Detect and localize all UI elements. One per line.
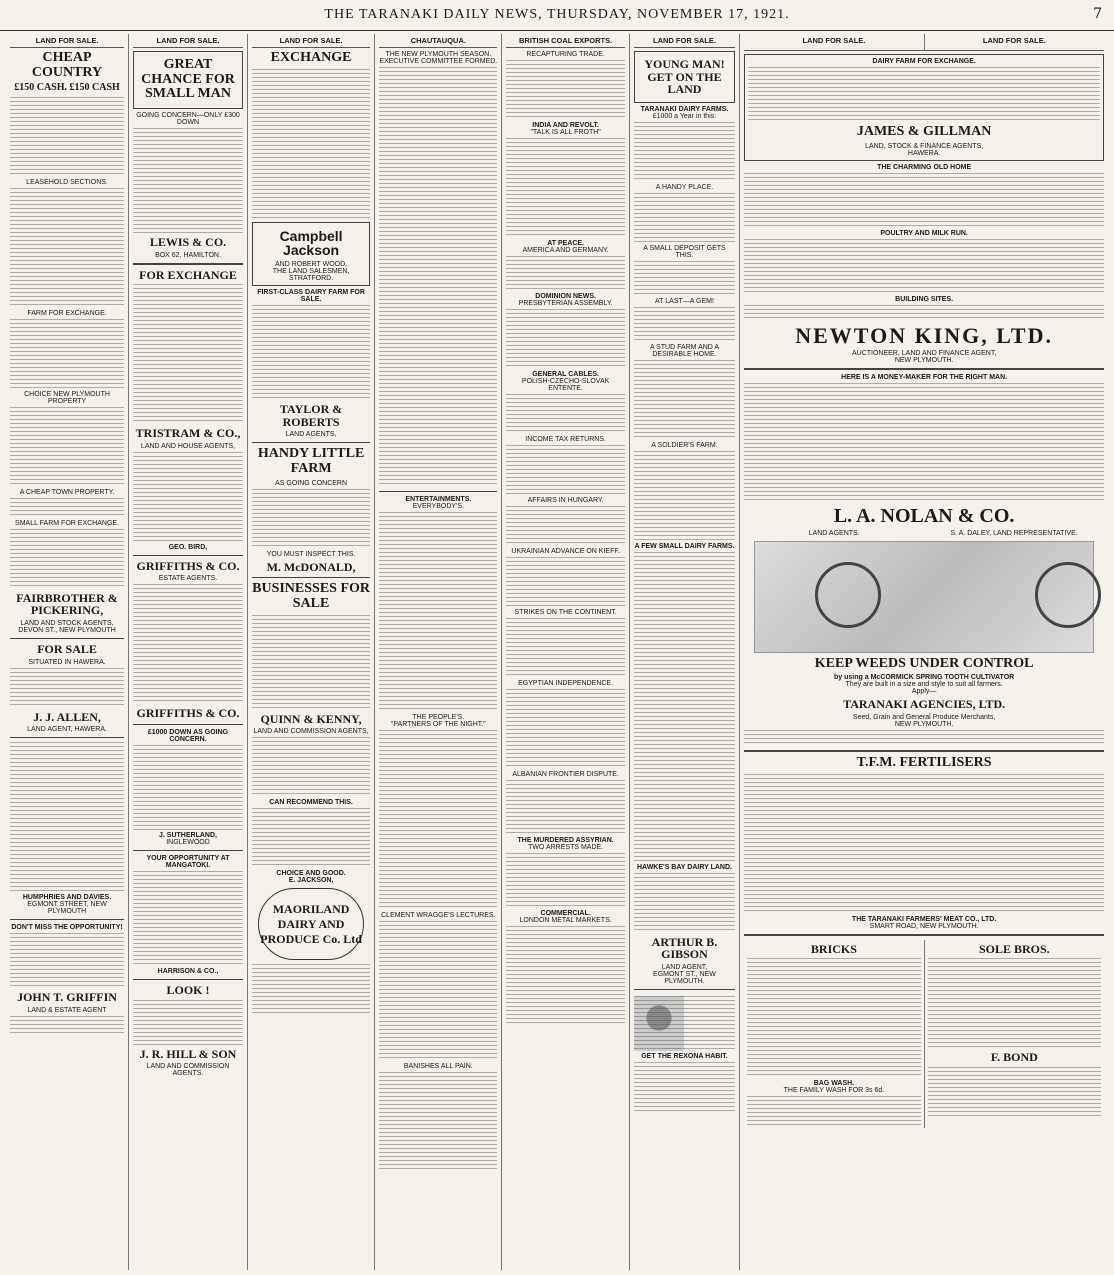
firm-detail: HAWERA. bbox=[907, 149, 941, 157]
section-heading: LAND FOR SALE. bbox=[802, 36, 866, 45]
firm-detail: EGMONT ST., NEW PLYMOUTH. bbox=[653, 970, 716, 985]
column-6 bbox=[630, 34, 740, 1270]
ad-heading: DAIRY FARM FOR EXCHANGE. bbox=[872, 58, 976, 65]
article-heading: ENTERTAINMENTS. bbox=[405, 496, 472, 503]
ad-heading: CHOICE AND GOOD. bbox=[276, 870, 346, 878]
article-subhead: THE NEW PLYMOUTH SEASON. bbox=[385, 51, 492, 58]
ad-subheading: A SMALL DEPOSIT GETS THIS. bbox=[643, 244, 726, 259]
firm-name: FAIRBROTHER & PICKERING, bbox=[16, 590, 118, 618]
columns bbox=[6, 34, 1108, 1270]
column-right bbox=[740, 34, 1108, 1270]
firm-detail: STRATFORD. bbox=[288, 275, 334, 283]
ad-subheading: A FEW SMALL DAIRY FARMS. bbox=[634, 542, 735, 550]
section-heading: LAND FOR SALE. bbox=[634, 34, 735, 48]
firm-detail: NEW PLYMOUTH. bbox=[894, 356, 954, 364]
article-subhead: STRIKES ON THE CONTINENT. bbox=[514, 609, 617, 616]
maoriland-dairy-logo bbox=[258, 888, 364, 960]
article-subhead: UKRAINIAN ADVANCE ON KIEFF. bbox=[511, 548, 620, 555]
article-heading: THE MURDERED ASSYRIAN. bbox=[517, 837, 614, 844]
ad-heading: GREAT CHANCE FOR SMALL MAN bbox=[141, 57, 235, 102]
firm-detail: SMART ROAD, NEW PLYMOUTH. bbox=[869, 922, 979, 930]
firm-detail: NEW PLYMOUTH. bbox=[894, 721, 954, 729]
ad-heading: THE CHARMING OLD HOME bbox=[877, 163, 972, 171]
ad-heading: BAG WASH. bbox=[813, 1080, 855, 1088]
article-subhead: LONDON METAL MARKETS. bbox=[519, 917, 612, 924]
firm-detail: LAND AND COMMISSION AGENTS. bbox=[146, 1063, 230, 1078]
article-subhead: PRESBYTERIAN ASSEMBLY. bbox=[518, 300, 613, 307]
article-subhead: "PARTNERS OF THE NIGHT." bbox=[390, 721, 486, 728]
ad-subheading: A SOLDIER'S FARM. bbox=[651, 441, 718, 449]
firm-detail: LAND AND STOCK AGENTS, bbox=[20, 620, 114, 628]
section-heading: LAND FOR SALE. bbox=[133, 34, 243, 48]
ad-heading: BRICKS bbox=[810, 941, 857, 956]
article-subhead: TWO ARRESTS MADE. bbox=[528, 844, 604, 851]
ad-heading: T.F.M. FERTILISERS bbox=[856, 755, 992, 771]
sub-heading: SMALL FARM FOR EXCHANGE. bbox=[15, 519, 120, 527]
firm-name: LEWIS & CO. bbox=[149, 235, 227, 250]
ad-box bbox=[252, 222, 370, 286]
firm-detail: LAND & ESTATE AGENT bbox=[27, 1006, 107, 1014]
ad-heading: CHEAP COUNTRY bbox=[31, 50, 103, 80]
firm-name: TRISTRAM & CO., bbox=[135, 426, 241, 441]
column-3 bbox=[248, 34, 375, 1270]
ad-subheading: HAWKE'S BAY DAIRY LAND. bbox=[636, 863, 732, 871]
ad-heading: YOUNG MAN! GET ON THE LAND bbox=[644, 57, 725, 97]
column-1 bbox=[6, 34, 129, 1270]
article-subhead: AFFAIRS IN HUNGARY. bbox=[527, 497, 604, 504]
firm-name: J. R. HILL & SON bbox=[139, 1046, 237, 1061]
firm-name: M. McDONALD, bbox=[266, 559, 356, 574]
firm-detail: LAND AGENTS. bbox=[808, 529, 860, 537]
firm-detail: BOX 62, HAMILTON. bbox=[155, 251, 221, 259]
ad-box bbox=[133, 51, 243, 109]
ad-heading: KEEP WEEDS UNDER CONTROL bbox=[814, 655, 1034, 671]
ad-subheading: They are built in a size and style to suit all farmers. bbox=[845, 681, 1003, 689]
column-4 bbox=[375, 34, 502, 1270]
article-subhead: ALBANIAN FRONTIER DISPUTE. bbox=[512, 771, 619, 778]
article-subhead: THE PEOPLE'S. bbox=[412, 714, 465, 721]
firm-name: HUMPHRIES AND DAVIES. bbox=[22, 894, 112, 902]
ad-subheading: Apply— bbox=[911, 688, 937, 696]
section-heading: LAND FOR SALE. bbox=[10, 34, 124, 48]
ad-heading: EXCHANGE bbox=[270, 50, 352, 65]
firm-detail: INGLEWOOD bbox=[166, 839, 210, 847]
ad-heading: HERE IS A MONEY-MAKER FOR THE RIGHT MAN. bbox=[841, 373, 1008, 381]
ad-subheading: AT LAST—A GEM! bbox=[655, 297, 714, 305]
firm-detail: LAND AND HOUSE AGENTS, bbox=[140, 442, 236, 450]
article-subhead: "TALK IS ALL FROTH" bbox=[530, 129, 601, 136]
firm-name: GRIFFITHS & CO. bbox=[136, 558, 240, 573]
firm-name: F. BOND bbox=[990, 1050, 1038, 1065]
firm-name: L. A. NOLAN & CO. bbox=[833, 504, 1015, 527]
firm-detail: THE LAND SALESMEN, bbox=[272, 268, 350, 276]
sub-heading: CHOICE NEW PLYMOUTH PROPERTY bbox=[24, 390, 110, 405]
article-heading: GENERAL CABLES. bbox=[532, 371, 599, 378]
firm-name: JAMES & GILLMAN bbox=[856, 124, 992, 139]
article-heading: COMMERCIAL. bbox=[540, 910, 591, 917]
column-2 bbox=[129, 34, 248, 1270]
firm-name: TAYLOR & ROBERTS bbox=[279, 402, 343, 429]
masthead-title: THE TARANAKI DAILY NEWS, THURSDAY, NOVEMBER 17, 1921. bbox=[324, 7, 790, 22]
firm-detail: AND ROBERT WOOD, bbox=[275, 261, 348, 269]
firm-name: HARRISON & CO., bbox=[157, 968, 219, 976]
firm-name: JOHN T. GRIFFIN bbox=[17, 990, 117, 1005]
firm-detail: Seed, Grain and General Produce Merchants, bbox=[852, 714, 996, 722]
ad-subheading: A STUD FARM AND A DESIRABLE HOME. bbox=[649, 343, 720, 358]
ad-heading: LOOK ! bbox=[166, 983, 210, 998]
section-heading: LAND FOR SALE. bbox=[252, 34, 370, 48]
sub-heading: FARM FOR EXCHANGE. bbox=[27, 309, 107, 317]
firm-detail: LAND AGENT, HAWERA. bbox=[27, 726, 107, 734]
firm-name: J. J. ALLEN, bbox=[33, 709, 101, 724]
ad-heading: FOR EXCHANGE bbox=[139, 267, 237, 282]
firm-name: QUINN & KENNY, bbox=[260, 711, 362, 726]
ad-subheading: AS GOING CONCERN bbox=[275, 479, 348, 487]
ad-heading: DON'T MISS THE OPPORTUNITY! bbox=[11, 924, 123, 932]
ad-heading: SOLE BROS. bbox=[978, 941, 1050, 956]
sub-heading: LEASEHOLD SECTIONS. bbox=[26, 178, 108, 186]
firm-detail: EGMONT STREET, NEW PLYMOUTH bbox=[27, 901, 107, 916]
article-subhead: CLEMENT WRAGGE'S LECTURES. bbox=[381, 912, 496, 919]
ad-heading: BUSINESSES FOR SALE bbox=[252, 581, 371, 611]
article-subhead: RECAPTURING TRADE. bbox=[526, 51, 605, 58]
ad-subheading: by using a McCORMICK SPRING TOOTH CULTIVATOR bbox=[834, 674, 1015, 682]
ad-subheading: GOING CONCERN—ONLY £300 DOWN bbox=[136, 112, 240, 127]
section-heading: CHAUTAUQUA. bbox=[379, 34, 497, 48]
page-number: 7 bbox=[1093, 6, 1102, 22]
firm-name: Campbell Jackson bbox=[279, 227, 343, 259]
firm-name: TARANAKI AGENCIES, LTD. bbox=[843, 697, 1006, 712]
ad-heading: FOR SALE bbox=[37, 642, 97, 657]
firm-name: J. SUTHERLAND, bbox=[159, 832, 217, 840]
article-heading: DOMINION NEWS. bbox=[535, 293, 596, 300]
ad-subheading: THE FAMILY WASH FOR 3s 6d. bbox=[783, 1087, 885, 1095]
ad-heading: CAN RECOMMEND THIS. bbox=[269, 799, 353, 807]
firm-detail: LAND AND COMMISSION AGENTS, bbox=[253, 728, 369, 736]
ad-heading: YOUR OPPORTUNITY AT MANGATOKI. bbox=[146, 855, 230, 870]
firm-name: NEWTON KING, LTD. bbox=[795, 322, 1053, 348]
article-subhead: INCOME TAX RETURNS. bbox=[525, 436, 606, 443]
article-heading: INDIA AND REVOLT. bbox=[532, 122, 599, 129]
firm-detail: DEVON ST., NEW PLYMOUTH bbox=[18, 627, 116, 635]
ad-box bbox=[744, 54, 1104, 161]
ad-subheading: TARANAKI DAIRY FARMS. bbox=[640, 105, 729, 113]
cultivator-illustration bbox=[754, 541, 1094, 653]
sub-heading: A CHEAP TOWN PROPERTY. bbox=[19, 488, 115, 496]
firm-name: GRIFFITHS & CO. bbox=[136, 706, 240, 721]
ad-heading: FIRST-CLASS DAIRY FARM FOR SALE. bbox=[257, 289, 365, 304]
firm-name: ARTHUR B. GIBSON bbox=[651, 934, 718, 962]
firm-detail: ESTATE AGENTS. bbox=[158, 575, 218, 583]
ad-heading: BUILDING SITES. bbox=[895, 295, 954, 303]
firm-name: THE TARANAKI FARMERS' MEAT CO., LTD. bbox=[851, 915, 997, 923]
article-heading: AT PEACE. bbox=[547, 240, 585, 247]
ad-subheading: SITUATED IN HAWERA. bbox=[28, 658, 106, 666]
ad-heading: £1000 DOWN AS GOING CONCERN. bbox=[147, 729, 229, 744]
firm-detail: AUCTIONEER, LAND AND FINANCE AGENT, bbox=[851, 349, 997, 357]
firm-name: GEO. BIRD, bbox=[168, 543, 208, 551]
firm-detail: S. A. DALEY, LAND REPRESENTATIVE. bbox=[950, 529, 1078, 537]
firm-detail: LAND, STOCK & FINANCE AGENTS, bbox=[865, 142, 984, 150]
ad-heading: GET THE REXONA HABIT. bbox=[641, 1052, 728, 1060]
masthead bbox=[0, 0, 1114, 31]
ad-subheading: £1000 a Year in this: bbox=[652, 112, 717, 120]
column-5 bbox=[502, 34, 629, 1270]
ad-subheading: YOU MUST INSPECT THIS. bbox=[266, 550, 356, 558]
ad-heading: HANDY LITTLE FARM bbox=[257, 446, 365, 476]
article-subhead: POLISH-CZECHO-SLOVAK ENTENTE. bbox=[521, 378, 610, 392]
section-heading: BRITISH COAL EXPORTS. bbox=[506, 34, 624, 48]
article-subhead: BANISHES ALL PAIN. bbox=[403, 1063, 473, 1070]
ad-heading: POULTRY AND MILK RUN. bbox=[880, 229, 968, 237]
article-subhead: EGYPTIAN INDEPENDENCE. bbox=[518, 680, 614, 687]
ad-subheading: £150 CASH. £150 CASH bbox=[14, 82, 120, 94]
article-subhead: EXECUTIVE COMMITTEE FORMED. bbox=[379, 58, 498, 65]
logo-text: MAORILAND DAIRY AND PRODUCE Co. Ltd bbox=[260, 901, 362, 946]
ad-subheading: A HANDY PLACE. bbox=[655, 183, 714, 191]
article-subhead: EVERYBODY'S. bbox=[412, 503, 465, 510]
firm-detail: LAND AGENT, bbox=[661, 963, 708, 971]
firm-name: E. JACKSON, bbox=[288, 877, 334, 885]
article-subhead: AMERICA AND GERMANY. bbox=[522, 247, 609, 254]
ad-box bbox=[634, 51, 735, 103]
section-heading: LAND FOR SALE. bbox=[982, 36, 1046, 45]
firm-detail: LAND AGENTS, bbox=[285, 431, 337, 439]
